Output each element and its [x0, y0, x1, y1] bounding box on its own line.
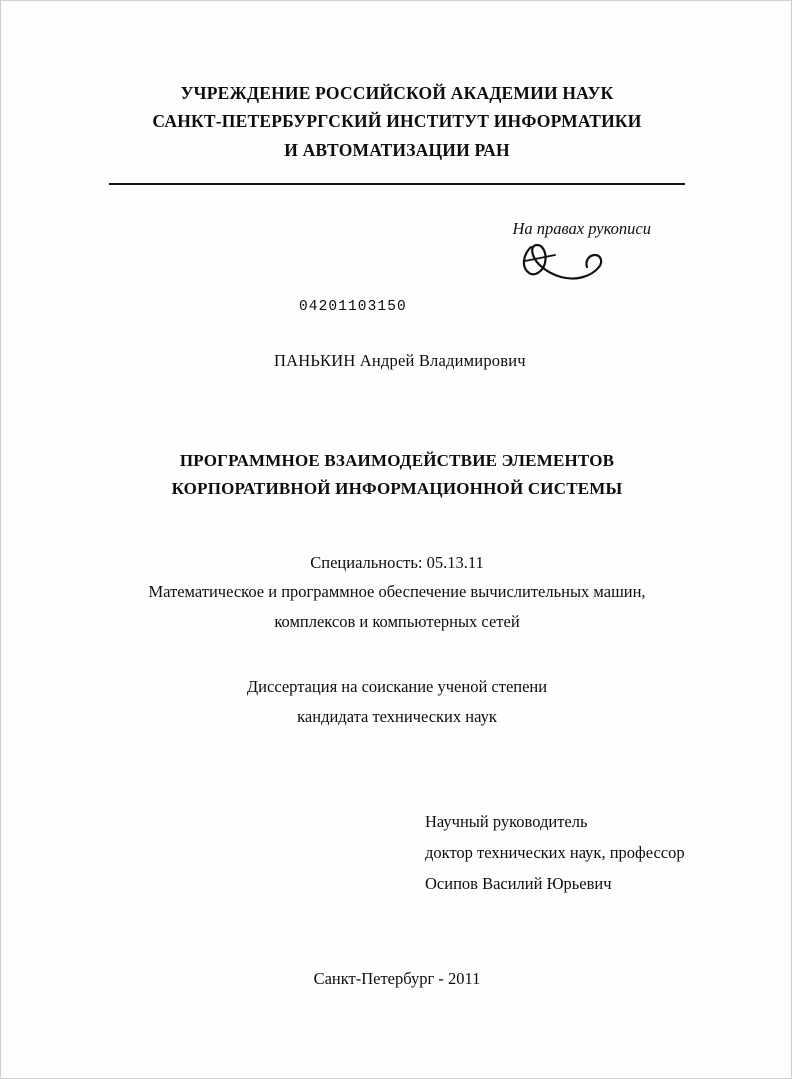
registration-number: 04201103150: [299, 299, 407, 316]
title-line-1: ПРОГРАММНОЕ ВЗАИМОДЕЙСТВИЕ ЭЛЕМЕНТОВ: [179, 451, 615, 471]
degree-line-2: кандидата технических наук: [297, 706, 497, 726]
supervisor-degree: доктор технических наук, профессор: [425, 842, 685, 862]
manuscript-row: [109, 219, 685, 297]
manuscript-note: На правах рукописи: [512, 219, 651, 239]
degree-line-1: Диссертация на соискание ученой степени: [246, 677, 548, 697]
supervisor-name: Осипов Василий Юрьевич: [425, 873, 612, 893]
supervisor-block: [109, 806, 685, 899]
specialty-block: [109, 548, 685, 636]
title-page-content: [109, 79, 685, 989]
dissertation-title: [109, 447, 685, 502]
specialty-name-line-1: Математическое и программное обеспечение вычислительных машин,: [148, 582, 646, 602]
title-line-2: КОРПОРАТИВНОЙ ИНФОРМАЦИОННОЙ СИСТЕМЫ: [171, 478, 623, 498]
page-sheet: [1, 1, 791, 1078]
degree-block: [109, 672, 685, 731]
supervisor-label: Научный руководитель: [425, 811, 588, 831]
specialty-name-line-2: комплексов и компьютерных сетей: [274, 611, 520, 631]
place-and-year: Санкт-Петербург - 2011: [313, 968, 481, 988]
organization-line-3: И АВТОМАТИЗАЦИИ РАН: [284, 139, 510, 160]
author-name: ПАНЬКИН Андрей Владимирович: [274, 351, 526, 371]
organization-block: [109, 79, 685, 173]
header-divider: [109, 183, 685, 185]
organization-line-1: УЧРЕЖДЕНИЕ РОССИЙСКОЙ АКАДЕМИИ НАУК: [180, 83, 614, 103]
specialty-code: Специальность: 05.13.11: [310, 553, 484, 573]
organization-line-2: САНКТ-ПЕТЕРБУРГСКИЙ ИНСТИТУТ ИНФОРМАТИКИ: [152, 111, 642, 132]
signature-icon: [503, 237, 623, 289]
